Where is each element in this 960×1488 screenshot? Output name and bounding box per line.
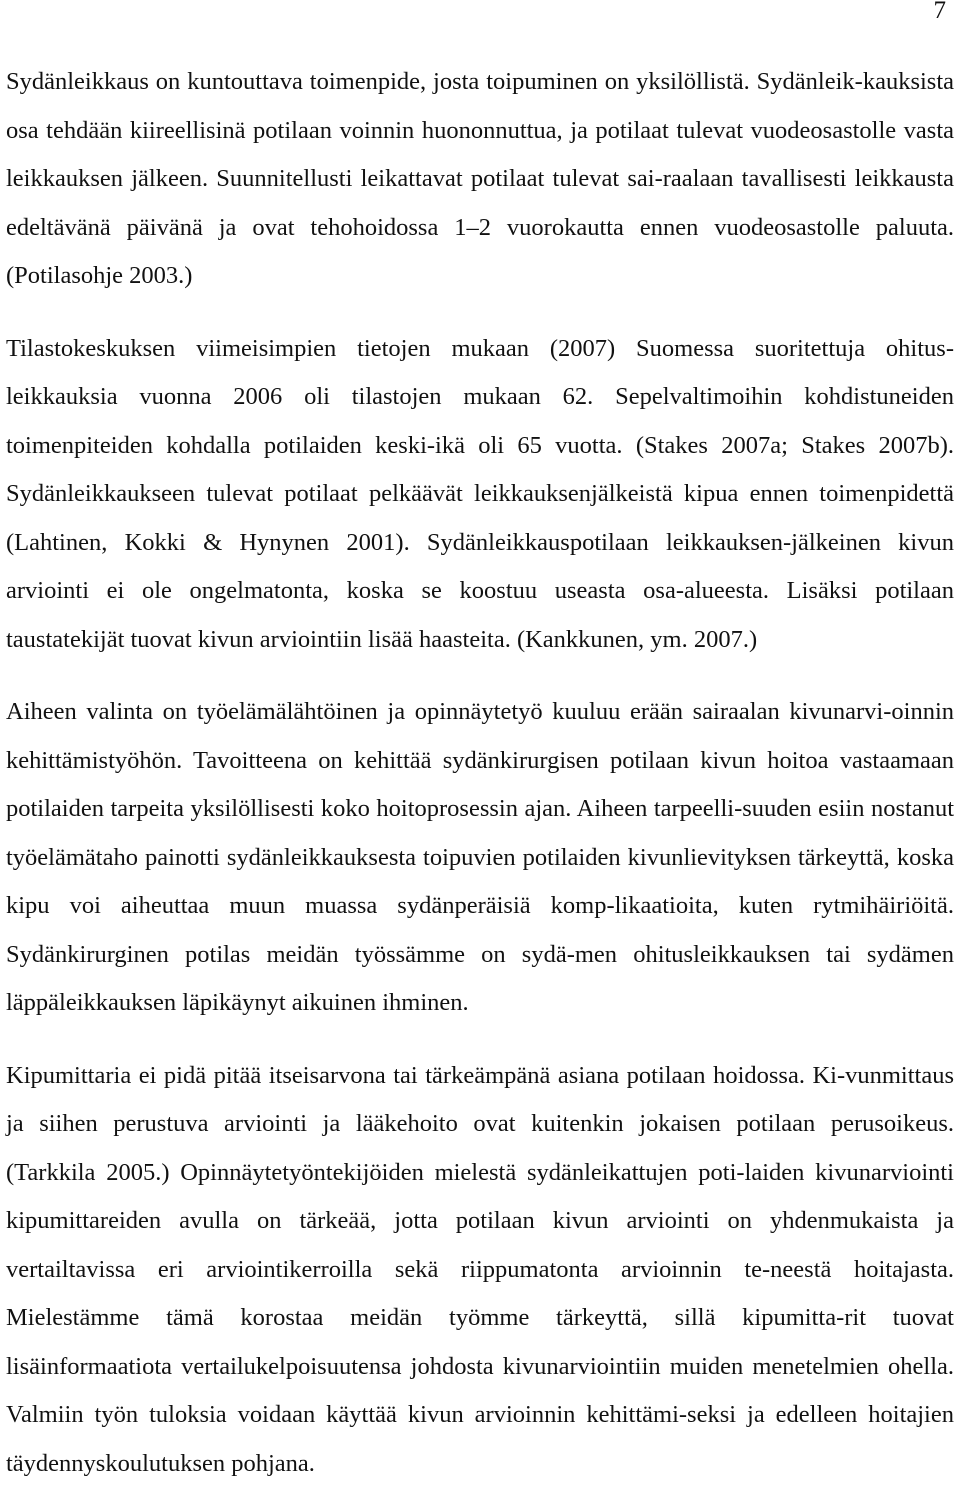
paragraph-1: Sydänleikkaus on kuntouttava toimenpide, josta toipuminen on yksilöllistä. Sydänleik-kauksista osa tehdään kiireellisinä potilaan voinnin huononnuttua, ja potilaat tulevat vuodeosastolle vasta leikkauksen jälkeen. Suunnitellusti leikattavat potilaat tulevat sai-raalaan tavallisesti leikkausta edeltävänä päivänä ja ovat tehohoidossa 1–2 vuorokautta ennen vuodeosastolle paluuta. (Potilasohje 2003.)	[6, 58, 954, 301]
page-number: 7	[934, 0, 947, 26]
paragraph-4: Kipumittaria ei pidä pitää itseisarvona tai tärkeämpänä asiana potilaan hoidossa. Ki-vunmittaus ja siihen perustuva arviointi ja lääkehoito ovat kuitenkin jokaisen potilaan perusoikeus. (Tarkkila 2005.) Opinnäytetyöntekijöiden mielestä sydänleikattujen poti-laiden kivunarviointi kipumittareiden avulla on tärkeää, jotta potilaan kivun arviointi on yhdenmukaista ja vertailtavissa eri arviointikerroilla sekä riippumatonta arvioinnin te-neestä hoitajasta. Mielestämme tämä korostaa meidän työmme tärkeyttä, sillä kipumitta-rit tuovat lisäinformaatiota vertailukelpoisuutensa johdosta kivunarviointiin muiden menetelmien ohella. Valmiin työn tuloksia voidaan käyttää kivun arvioinnin kehittämi-seksi ja edelleen hoitajien täydennyskoulutuksen pohjana.	[6, 1052, 954, 1488]
paragraph-3: Aiheen valinta on työelämälähtöinen ja opinnäytetyö kuuluu erään sairaalan kivunarvi-oinnin kehittämistyöhön. Tavoitteena on kehittää sydänkirurgisen potilaan kivun hoitoa vastaamaan potilaiden tarpeita yksilöllisesti koko hoitoprosessin ajan. Aiheen tarpeelli-suuden esiin nostanut työelämätaho painotti sydänleikkauksesta toipuvien potilaiden kivunlievityksen tärkeyttä, koska kipu voi aiheuttaa muun muassa sydänperäisiä komp-likaatioita, kuten rytmihäiriöitä. Sydänkirurginen potilas meidän työssämme on sydä-men ohitusleikkauksen tai sydämen läppäleikkauksen läpikäynyt aikuinen ihminen.	[6, 688, 954, 1028]
paragraph-2: Tilastokeskuksen viimeisimpien tietojen mukaan (2007) Suomessa suoritettuja ohitus-leikkauksia vuonna 2006 oli tilastojen mukaan 62. Sepelvaltimoihin kohdistuneiden toimenpiteiden kohdalla potilaiden keski-ikä oli 65 vuotta. (Stakes 2007a; Stakes 2007b). Sydänleikkaukseen tulevat potilaat pelkäävät leikkauksenjälkeistä kipua ennen toimenpidettä (Lahtinen, Kokki & Hynynen 2001). Sydänleikkauspotilaan leikkauksen-jälkeinen kivun arviointi ei ole ongelmatonta, koska se koostuu useasta osa-alueesta. Lisäksi potilaan taustatekijät tuovat kivun arviointiin lisää haasteita. (Kankkunen, ym. 2007.)	[6, 325, 954, 665]
body-text	[6, 58, 954, 1488]
